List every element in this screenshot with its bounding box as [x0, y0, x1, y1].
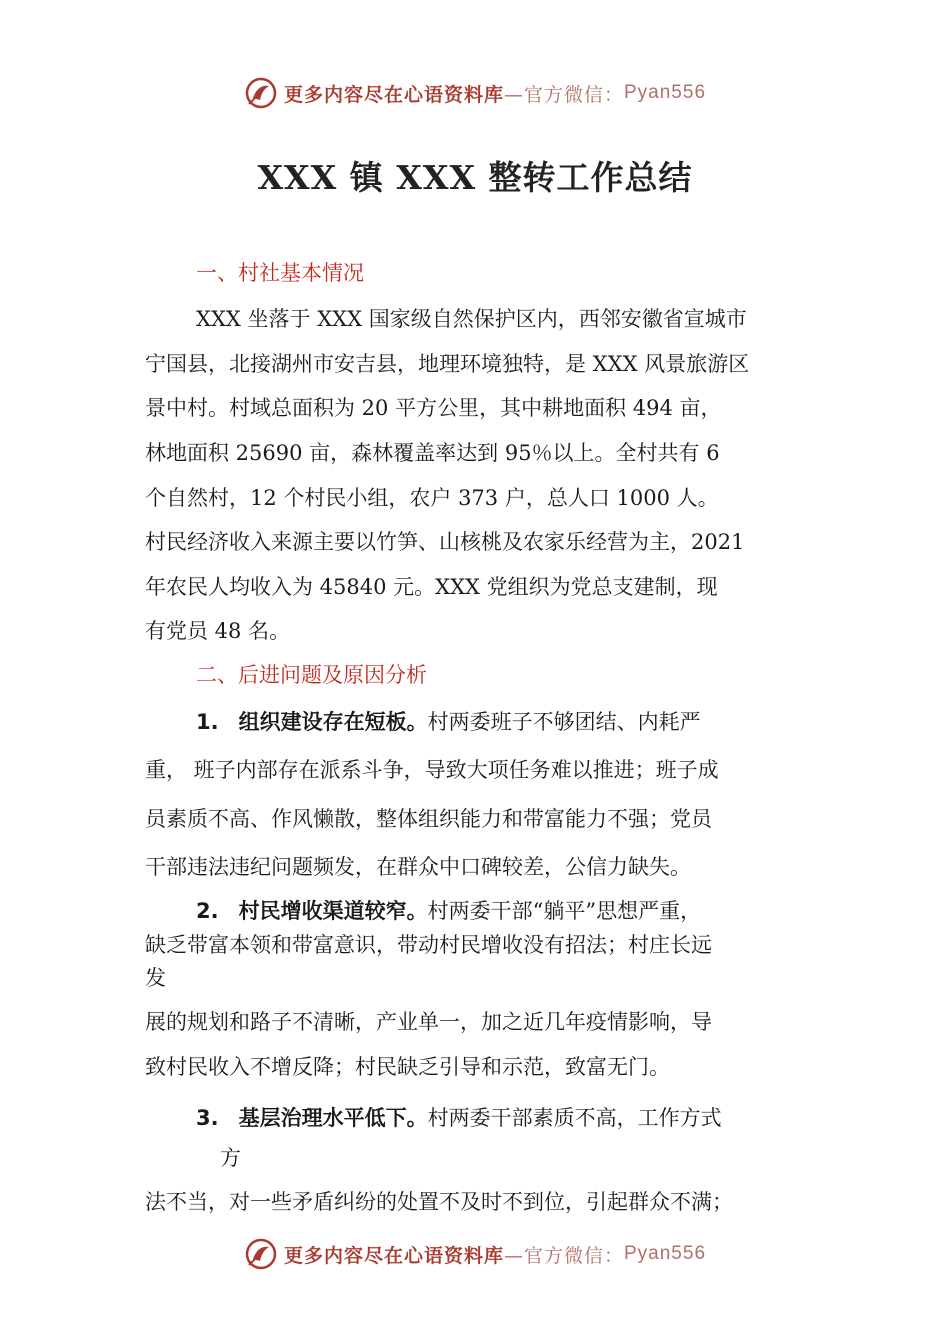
watermark-main-text: 更多内容尽在心语资料库: [283, 1244, 504, 1267]
paragraph-line: 林地面积 25690 亩，森林覆盖率达到 95％以上。全村共有 6: [145, 441, 720, 465]
paragraph-line: 方: [220, 1146, 241, 1170]
list-item-lead: 村民增收渠道较窄。: [238, 899, 428, 923]
watermark-sub-text: —官方微信：: [503, 1244, 624, 1267]
header-watermark: [0, 73, 950, 113]
logo-icon: [244, 1237, 278, 1271]
paragraph-line: XXX 坐落于 XXX 国家级自然保护区内，西邻安徽省宣城市: [196, 307, 747, 331]
watermark-wechat-id: Pyan556: [624, 82, 707, 103]
list-item-2-first-line: [196, 895, 701, 925]
paragraph-line: 村民经济收入来源主要以竹笋、山核桃及农家乐经营为主，2021: [145, 530, 745, 554]
paragraph-line: 致村民收入不增反降；村民缺乏引导和示范，致富无门。: [145, 1055, 670, 1079]
footer-watermark: [0, 1234, 950, 1274]
section-heading-2: 二、后进问题及原因分析: [196, 663, 427, 687]
list-item-text: 村两委干部素质不高，工作方式: [427, 1106, 722, 1130]
paragraph-line: 员素质不高、作风懒散，整体组织能力和带富能力不强；党员: [145, 807, 712, 831]
paragraph-line: 景中村。村域总面积为 20 平方公里，其中耕地面积 494 亩，: [145, 396, 722, 420]
list-item-number: 2.: [196, 899, 219, 923]
paragraph-line: 法不当，对一些矛盾纠纷的处置不及时不到位，引起群众不满；: [145, 1190, 733, 1214]
paragraph-line: 发: [145, 966, 166, 990]
watermark-sub-text: —官方微信：: [503, 83, 624, 106]
watermark-main-text: 更多内容尽在心语资料库: [283, 83, 504, 106]
paragraph-line: 宁国县，北接湖州市安吉县，地理环境独特，是 XXX 风景旅游区: [145, 352, 750, 376]
paragraph-line: 缺乏带富本领和带富意识，带动村民增收没有招法；村庄长远: [145, 933, 712, 957]
paragraph-line: 有党员 48 名。: [145, 619, 291, 643]
document-title: XXX 镇 XXX 整转工作总结: [257, 158, 693, 197]
list-item-number: 1.: [196, 710, 219, 734]
paragraph-line: 个自然村，12 个村民小组，农户 373 户，总人口 1000 人。: [145, 486, 719, 510]
list-item-1-first-line: [196, 706, 701, 736]
list-item-number: 3.: [196, 1106, 219, 1130]
list-item-text: 村两委干部“躺平”思想严重，: [427, 899, 702, 923]
paragraph-line: 年农民人均收入为 45840 元。XXX 党组织为党总支建制，现: [145, 575, 718, 599]
logo-icon: [244, 76, 278, 110]
list-item-text: 村两委班子不够团结、内耗严: [427, 710, 701, 734]
watermark-wechat-id: Pyan556: [624, 1243, 707, 1264]
list-item-3-first-line: [196, 1102, 722, 1132]
section-heading-1: 一、村社基本情况: [196, 261, 364, 285]
list-item-lead: 基层治理水平低下。: [238, 1106, 428, 1130]
paragraph-line: 展的规划和路子不清晰，产业单一，加之近几年疫情影响，导: [145, 1010, 712, 1034]
paragraph-line: 重， 班子内部存在派系斗争，导致大项任务难以推进；班子成: [145, 758, 719, 782]
paragraph-line: 干部违法违纪问题频发，在群众中口碑较差，公信力缺失。: [145, 855, 691, 879]
list-item-lead: 组织建设存在短板。: [238, 710, 428, 734]
